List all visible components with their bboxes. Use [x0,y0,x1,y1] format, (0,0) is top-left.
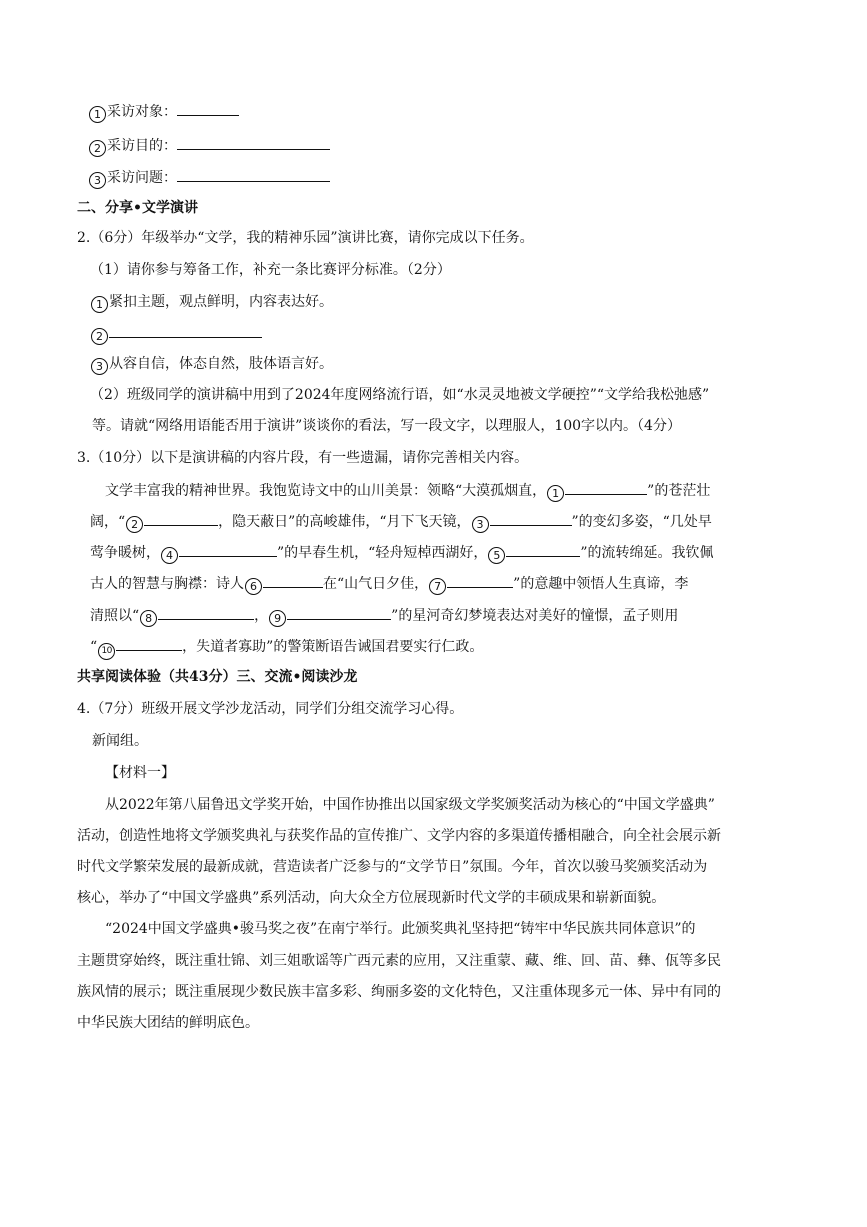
circled-number: 2 [126,516,143,533]
answer-blank[interactable] [263,572,323,588]
answer-blank[interactable] [158,604,254,620]
material-p2-line-1: “2024中国文学盛典•骏马奖之夜”在南宁举行。此颁奖典礼坚持把“铸牢中华民族共同体意识”的 [105,921,696,937]
circled-number: 3 [472,516,489,533]
material-p1-line-3: 时代文学繁荣发展的最新成就，营造读者广泛参与的“文学节日”氛围。今年，首次以骏马奖颁奖活动为 [77,859,708,875]
answer-blank[interactable] [565,479,647,495]
q3-line-3: 莺争暖树， 4 ”的早春生机，“轻舟短棹西湖好， 5 ”的流转绵延。我钦佩 [90,541,714,564]
q3-line-4: 古人的智慧与胸襟：诗人 6 在“山气日夕佳， 7 ”的意趣中领悟人生真谛，李 [90,572,688,595]
answer-blank[interactable] [490,510,572,526]
circled-number: 4 [161,547,178,564]
circled-number: 8 [140,610,157,627]
criterion-2 [90,322,262,345]
question-4-stem: 4.（7分）班级开展文学沙龙活动，同学们分组交流学习心得。 [77,701,464,717]
material-p2-line-4: 中华民族大团结的鲜明底色。 [77,1015,259,1031]
q3-line-2: 阔，“ 2 ，隐天蔽日”的高峻雄伟，“月下飞天镜， 3 ”的变幻多姿，“几处早 [90,510,712,533]
answer-blank[interactable] [177,166,330,182]
answer-blank[interactable] [287,604,391,620]
answer-blank[interactable] [447,572,513,588]
question-2-sub2-line1: （2）班级同学的演讲稿中用到了2024年度网络流行语，如“水灵灵地被文学硬控”“文学给我松弛感” [90,387,710,403]
group-label: 新闻组。 [92,733,148,749]
section-heading: 二、分享•文学演讲 [77,200,198,216]
interview-item-purpose: 2 采访目的： [88,134,330,157]
circled-number: 6 [245,578,262,595]
circled-number: 7 [429,578,446,595]
material-p1-line-2: 活动，创造性地将文学颁奖典礼与获奖作品的宣传推广、文学内容的多渠道传播相融合，向全社会展示新 [77,828,721,844]
circled-number: 2 [89,140,106,157]
q3-line-1: 文学丰富我的精神世界。我饱览诗文中的山川美景：领略“大漠孤烟直， 1 ”的苍茫壮 [105,479,710,502]
criterion-1: 1 紧扣主题，观点鲜明，内容表达好。 [90,292,333,313]
answer-blank[interactable] [144,510,218,526]
question-2-sub2-line2: 等。请就“网络用语能否用于演讲”谈谈你的看法，写一段文字，以理服人，100字以内。（4分） [92,418,681,434]
question-3-stem: 3.（10分）以下是演讲稿的内容片段，有一些遗漏，请你完善相关内容。 [77,450,529,466]
circled-number: 1 [91,296,108,313]
circled-number: 9 [269,610,286,627]
q3-line-6: “ 10 ，失道者寡助”的警策断语告诫国君要实行仁政。 [90,635,483,660]
circled-number: 10 [98,643,115,660]
criterion-3: 3 从容自信，体态自然，肢体语言好。 [90,354,333,375]
answer-blank[interactable] [109,322,262,338]
material-label: 【材料一】 [105,765,175,781]
interview-item-object: 1 采访对象： [88,100,239,123]
circled-number: 1 [89,106,106,123]
answer-blank[interactable] [177,134,330,150]
material-p1-line-4: 核心，举办了“中国文学盛典”系列活动，向大众全方位展现新时代文学的丰硕成果和崭新面貌。 [77,890,666,906]
circled-number: 1 [547,485,564,502]
circled-number: 2 [91,328,108,345]
answer-blank[interactable] [177,100,239,116]
question-2-stem: 2.（6分）年级举办“文学，我的精神乐园”演讲比赛，请你完成以下任务。 [77,230,534,246]
q3-line-5: 清照以“ 8 ， 9 ”的星河奇幻梦境表达对美好的憧憬，孟子则用 [90,604,678,627]
answer-blank[interactable] [506,541,580,557]
circled-number: 5 [488,547,505,564]
part-heading: 共享阅读体验（共43分）三、交流•阅读沙龙 [77,669,358,685]
material-p2-line-2: 主题贯穿始终，既注重壮锦、刘三姐歌谣等广西元素的应用，又注重蒙、藏、维、回、苗、彝、佤等多民 [77,953,721,969]
answer-blank[interactable] [179,541,277,557]
question-2-sub1: （1）请你参与筹备工作，补充一条比赛评分标准。（2分） [90,262,451,278]
circled-number: 3 [91,358,108,375]
interview-item-question: 3 采访问题： [88,166,330,189]
material-p2-line-3: 族风情的展示；既注重展现少数民族丰富多彩、绚丽多姿的文化特色，又注重体现多元一体、异中有同的 [77,984,721,1000]
material-p1-line-1: 从2022年第八届鲁迅文学奖开始，中国作协推出以国家级文学奖颁奖活动为核心的“中国文学盛典” [105,797,715,813]
answer-blank[interactable] [116,635,182,651]
circled-number: 3 [89,172,106,189]
